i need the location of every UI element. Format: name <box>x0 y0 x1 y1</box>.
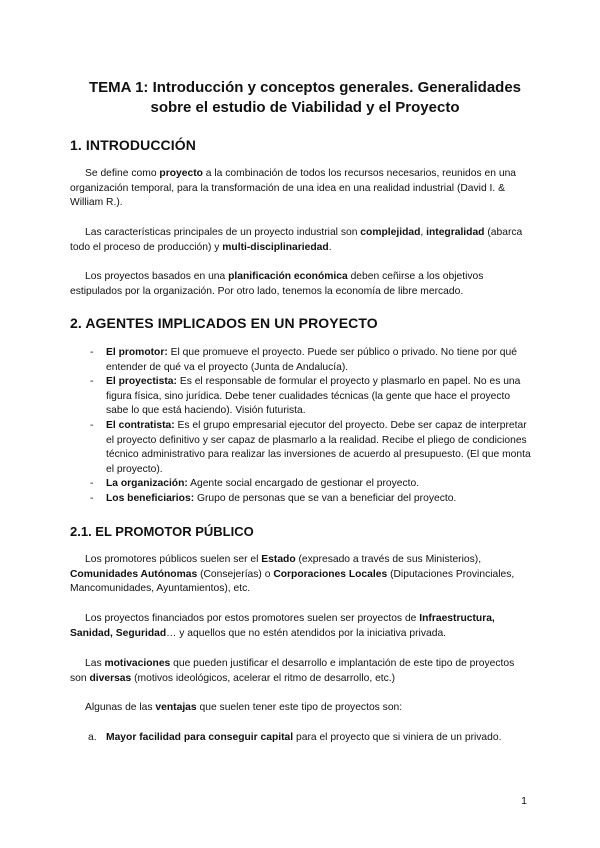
section-2-1-heading: 2.1. EL PROMOTOR PÚBLICO <box>70 524 254 539</box>
list-item: - El promotor: El que promueve el proyecto. Puede ser público o privado. No tiene por qué entender de qué va el proyecto (Junta de Andalucía). <box>90 347 517 373</box>
list-item: - El proyectista: Es el responsable de formular el proyecto y plasmarlo en papel. No es una figura física, sino jurídica. Debe tener cualidades técnicas (la gente que hace el proyecto sabe lo que está haciendo). Visión futurista. <box>90 376 521 417</box>
agents-list <box>70 346 532 507</box>
list-item: - Los beneficiarios: Grupo de personas que se van a beneficiar del proyecto. <box>90 492 457 504</box>
section-1-heading: 1. INTRODUCCIÓN <box>70 137 196 153</box>
document-title <box>70 78 540 118</box>
section-2-1-paragraph-3: Las motivaciones que pueden justificar el desarrollo e implantación de este tipo de proyectos son diversas (motivos ideológicos, acelerar el ritmo de desarrollo, etc.) <box>70 658 515 684</box>
page-number: 1 <box>521 795 527 807</box>
advantages-list <box>70 731 532 746</box>
section-1-paragraph-3: Los proyectos basados en una planificación económica deben ceñirse a los objetivos estipulados por la organización. Por otro lado, tenemos la economía de libre mercado. <box>70 271 484 297</box>
section-2-1-paragraph-4: Algunas de las ventajas que suelen tener este tipo de proyectos son: <box>85 702 403 713</box>
title-line-2: sobre el estudio de Viabilidad y el Proyecto <box>150 99 460 116</box>
section-1-paragraph-1: Se define como proyecto a la combinación de todos los recursos necesarios, reunidos en una organización temporal, para la transformación de una idea en una realidad industrial (David I. & William R.). <box>70 168 517 209</box>
list-item: a. Mayor facilidad para conseguir capital para el proyecto que si viniera de un privado. <box>88 732 502 743</box>
title-line-1: TEMA 1: Introducción y conceptos generales. Generalidades <box>88 79 522 96</box>
section-1-paragraph-2: Las características principales de un proyecto industrial son complejidad, integralidad (abarca todo el proceso de producción) y multi-disciplinariedad. <box>70 227 523 253</box>
section-2-1-paragraph-2: Los proyectos financiados por estos promotores suelen ser proyectos de Infraestructura, Sanidad, Seguridad… y aquellos que no estén atendidos por la iniciativa privada. <box>70 613 495 639</box>
section-2-heading: 2. AGENTES IMPLICADOS EN UN PROYECTO <box>70 315 378 331</box>
section-2-1-paragraph-1: Los promotores públicos suelen ser el Estado (expresado a través de sus Ministerios), Comunidades Autónomas (Consejerías) o Corporaciones Locales (Diputaciones Provinciales, Mancomunidades, Ayuntamientos), etc. <box>70 554 515 595</box>
list-item: - El contratista: Es el grupo empresarial ejecutor del proyecto. Debe ser capaz de interpretar el proyecto definitivo y ser capaz de plasmarlo a la realidad. Recibe el pliego de condiciones técnico administrativo para realizar las inversiones de acuerdo al presupuesto. (El que monta el proyecto). <box>90 419 531 475</box>
list-item: - La organización: Agente social encargado de gestionar el proyecto. <box>90 478 420 490</box>
